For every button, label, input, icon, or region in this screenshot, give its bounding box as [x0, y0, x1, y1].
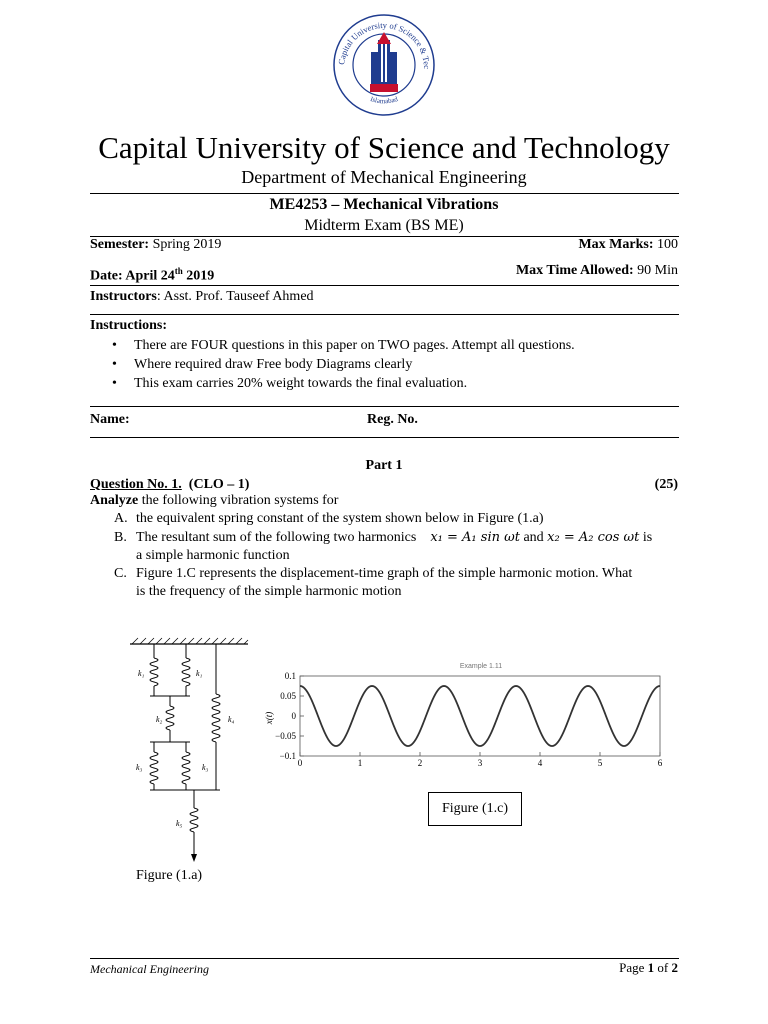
- instructions-list: [106, 336, 676, 393]
- footer-left: Mechanical Engineering: [90, 962, 209, 976]
- instructions-divider: [90, 406, 679, 407]
- label-k5: k₅: [176, 819, 183, 828]
- footer-divider: [90, 958, 679, 959]
- list-item: • This exam carries 20% weight towards the final evaluation.: [106, 374, 676, 393]
- tower-emblem: [370, 32, 398, 92]
- instructors-divider: [90, 314, 679, 315]
- max-time-field: Max Time Allowed: 90 Min: [515, 263, 678, 278]
- question-marks: (25): [654, 477, 678, 492]
- question-item-a: A. the equivalent spring constant of the system shown below in Figure (1.a): [114, 511, 544, 526]
- equation-x1: x₁ = A₁ sin ωt: [430, 530, 520, 545]
- force-arrow: [191, 854, 197, 862]
- question-item-c-cont: is the frequency of the simple harmonic motion: [136, 584, 402, 599]
- university-logo: [331, 12, 437, 118]
- figure-1a-caption: Figure (1.a): [136, 868, 203, 883]
- ceiling-hatching: [132, 638, 248, 644]
- x-tick-label: 3: [477, 758, 483, 768]
- x-tick-label: 4: [537, 758, 543, 768]
- instructors-field: Instructors: Asst. Prof. Tauseef Ahmed: [90, 289, 314, 304]
- question-item-c: C. Figure 1.C represents the displacement-time graph of the simple harmonic motion. What: [114, 566, 633, 581]
- part-heading: Part 1: [365, 458, 403, 473]
- course-title: ME4253 – Mechanical Vibrations: [269, 196, 499, 213]
- y-tick-label: −0.05: [275, 731, 296, 741]
- x-tick-label: 6: [657, 758, 663, 768]
- label-k3-right: k₃: [202, 763, 209, 772]
- list-item: • Where required draw Free body Diagrams clearly: [106, 355, 676, 374]
- question-intro: Analyze the following vibration systems for: [90, 493, 339, 508]
- list-item: • There are FOUR questions in this paper on TWO pages. Attempt all questions.: [106, 336, 676, 355]
- equation-x2: x₂ = A₂ cos ωt: [547, 530, 640, 545]
- chart-title: Example 1.11: [459, 663, 503, 670]
- chart-ylabel: x(t): [264, 711, 274, 725]
- series-line: [300, 686, 660, 746]
- label-k2: k₂: [156, 715, 163, 724]
- label-k3-left: k₃: [136, 763, 143, 772]
- figure-1c-caption: Figure (1.c): [428, 792, 522, 826]
- spring-k5: [190, 808, 198, 832]
- spring-system-figure: [130, 636, 250, 864]
- y-tick-label: 0.05: [280, 691, 296, 701]
- max-marks-field: Max Marks: 100: [578, 237, 678, 252]
- question-item-b-cont: a simple harmonic function: [136, 548, 290, 563]
- x-tick-label: 0: [297, 758, 303, 768]
- spring-k1-left: [150, 658, 158, 686]
- university-seal: [331, 12, 437, 118]
- question-title: Question No. 1. (CLO – 1): [90, 477, 250, 492]
- label-k1-right: k₁: [196, 669, 203, 678]
- date-field: Date: April 24th 2019: [90, 266, 215, 284]
- spring-k1-right: [182, 658, 190, 686]
- y-tick-label: −0.1: [279, 751, 296, 761]
- department-title: Department of Mechanical Engineering: [241, 167, 527, 187]
- y-tick-label: 0.1: [284, 671, 296, 681]
- x-tick-label: 1: [357, 758, 363, 768]
- label-k4: k₄: [228, 715, 235, 724]
- x-tick-label: 2: [417, 758, 423, 768]
- date-divider: [90, 285, 679, 286]
- x-tick-label: 5: [597, 758, 603, 768]
- name-field[interactable]: Name:: [90, 412, 130, 427]
- spring-k4: [212, 694, 220, 742]
- y-tick-label: 0: [291, 711, 296, 721]
- label-k1-left: k₁: [138, 669, 145, 678]
- spring-k3-right: [182, 752, 190, 784]
- semester-field: Semester: Spring 2019: [90, 237, 222, 252]
- reg-no-field[interactable]: Reg. No.: [367, 412, 418, 427]
- spring-k3-left: [150, 752, 158, 784]
- instructions-heading: Instructions:: [90, 318, 168, 333]
- displacement-chart: [258, 660, 668, 772]
- seal-ring-text: Capital University of Science & Tec: [336, 19, 433, 70]
- university-title: Capital University of Science and Technology: [98, 130, 670, 165]
- seal-city-text: Islamabad: [369, 95, 399, 106]
- exam-title: Midterm Exam (BS ME): [304, 217, 464, 234]
- question-item-b: B. The resultant sum of the following two harmonics x₁ = A₁ sin ωt and x₂ = A₂ cos ωt is: [114, 530, 653, 545]
- name-divider: [90, 437, 679, 438]
- spring-k2: [166, 706, 174, 730]
- header-divider: [90, 193, 679, 194]
- page-number: Page 1 of 2: [619, 960, 678, 975]
